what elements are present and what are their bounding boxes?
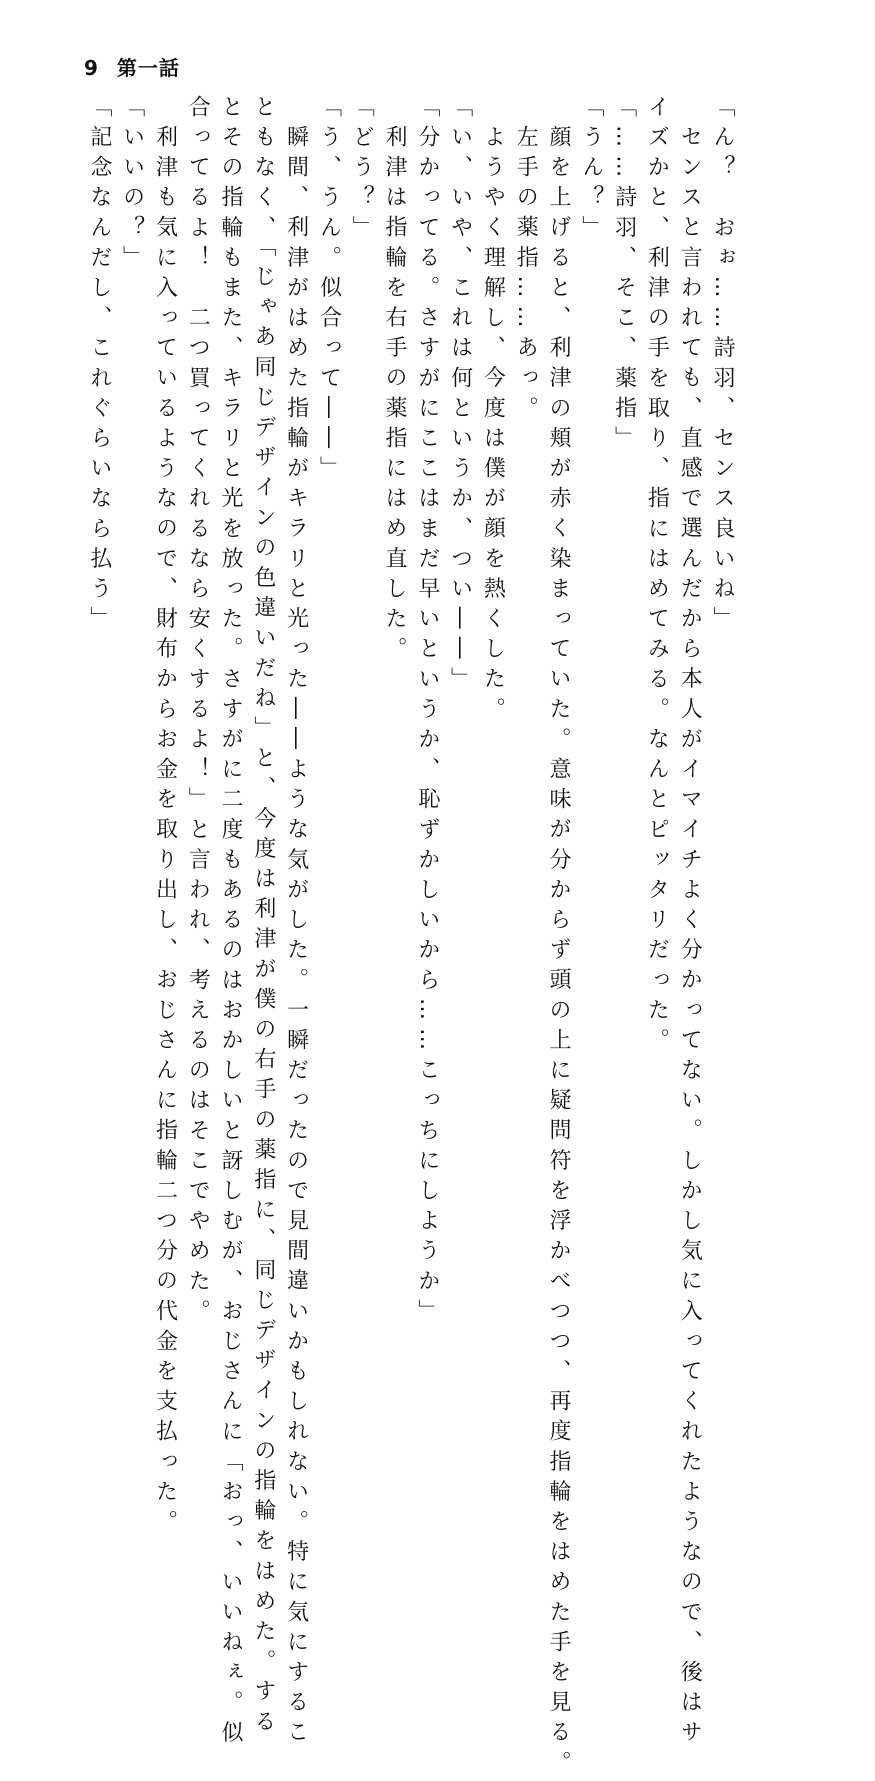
text-line: 合ってるよ！ 二つ買ってくれるなら安くするよ！」と言われ、考えるのはそこでやめた。	[185, 95, 211, 1330]
text-line: 「記念なんだし、これぐらいなら払う」	[86, 95, 112, 637]
text-line: 「いいの？」	[119, 95, 145, 276]
text-line: 利津も気に入っているようなので、財布からお金を取り出し、おじさんに指輪二つ分の代金を支払った。	[152, 125, 178, 1540]
text-line: 「う、うん。似合って――」	[316, 95, 342, 487]
text-line: 「……詩羽、そこ、薬指」	[611, 95, 637, 457]
text-line: ようやく理解し、今度は僕が顔を熱くした。	[480, 125, 506, 727]
text-line: 利津は指輪を右手の薬指にはめ直した。	[382, 125, 408, 667]
vertical-text-body	[82, 95, 738, 1781]
text-line: 「うん？」	[578, 95, 604, 246]
text-line: 「ん？ おぉ……詩羽、センス良いね」	[710, 95, 735, 637]
text-line: 顔を上げると、利津の頬が赤く染まっていた。意味が分からず頭の上に疑問符を浮かべつつ、再度指輪をはめた手を見る。	[546, 125, 572, 1781]
text-line: 瞬間、利津がはめた指輪がキラリと光った――ような気がした。一瞬だったので見間違いかもしれない。特に気にするこ	[283, 125, 309, 1751]
running-header	[84, 52, 180, 81]
text-line: イズかと、利津の手を取り、指にはめてみる。なんとピッタリだった。	[644, 95, 670, 1059]
chapter-title: 第一話	[116, 56, 180, 80]
text-line: とその指輪もまた、キラリと光を放った。さすがに二度もあるのはおかしいと訝しむが、おじさんに「おっ、いいねぇ。似	[218, 95, 244, 1751]
text-line: 「い、いや、これは何というか、つい――」	[447, 95, 473, 697]
text-line: センスと言われても、直感で選んだから本人がイマイチよく分かってない。しかし気に入ってくれたようなので、後はサ	[677, 125, 703, 1751]
text-line: 左手の薬指……あっ。	[513, 125, 539, 426]
page-number: 9	[84, 56, 99, 80]
text-line: 「分かってる。さすがにここはまだ早いというか、恥ずかしいから……こっちにしようか」	[414, 95, 440, 1330]
text-line: ともなく、「じゃあ同じデザインの色違いだね」と、今度は利津が僕の右手の薬指に、同じデザインの指輪をはめた。する	[250, 95, 276, 1740]
text-line: 「どう？」	[349, 95, 375, 246]
